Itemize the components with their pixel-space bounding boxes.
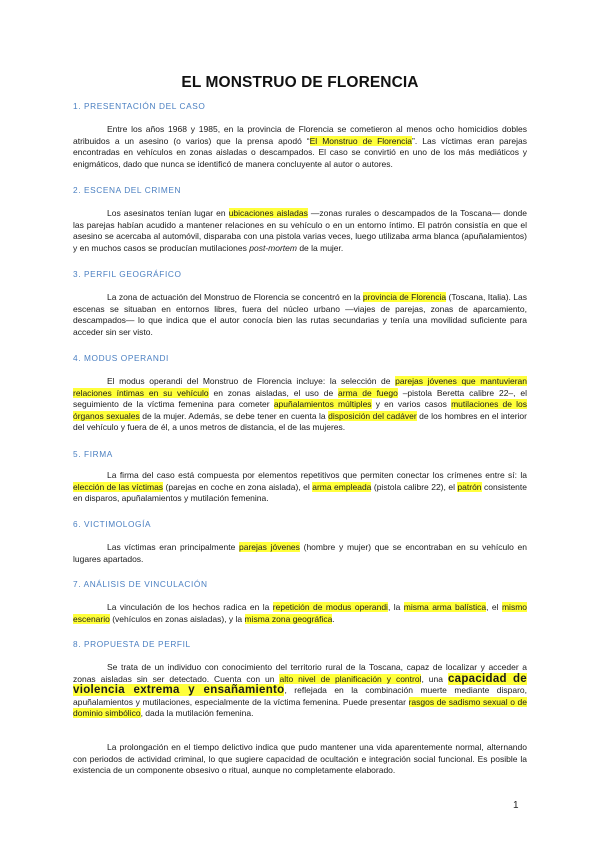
highlighted-phrase: arma empleada	[312, 481, 372, 492]
highlighted-phrase: misma arma balística	[403, 602, 487, 612]
text-run: Las víctimas eran principalmente	[107, 542, 240, 552]
highlighted-phrase: mismo escenario	[73, 602, 527, 624]
section-heading-victimologia: 6. VICTIMOLOGÍA	[73, 519, 152, 529]
highlighted-phrase: parejas jóvenes	[239, 542, 300, 552]
text-run: en zonas aisladas, el uso de	[208, 387, 339, 398]
text-run: –pistola Beretta calibre 22–, el seguimiento de la víctima femenina para cometer	[73, 387, 527, 410]
text-run: Los asesinatos tenían lugar en	[107, 208, 229, 218]
section-paragraph	[73, 602, 527, 625]
section-paragraph	[73, 742, 527, 777]
highlighted-phrase: El Monstruo de Florencia	[309, 135, 413, 146]
section-paragraph	[73, 208, 527, 254]
text-run: , la	[387, 602, 404, 612]
page-number: 1	[513, 800, 519, 811]
text-run: (pistola calibre 22), el	[371, 481, 458, 492]
text-run: , el	[486, 602, 502, 612]
section-paragraph	[73, 662, 527, 720]
text-run: El modus operandi del Monstruo de Florencia incluye: la selección de	[107, 376, 396, 386]
highlighted-phrase: parejas jóvenes que mantuvieran relaciones íntimas en su vehículo	[73, 376, 527, 398]
section-heading-escena: 2. ESCENA DEL CRIMEN	[73, 185, 182, 195]
text-run: Se trata de un individuo con conocimiento del territorio rural de la Toscana, capaz de localizar y acceder a zonas aisladas sin ser detectado. Cuenta con un	[73, 662, 527, 684]
text-run: consistente en disparos, apuñalamientos y mutilación femenina.	[73, 481, 527, 504]
section-paragraph	[73, 376, 527, 434]
highlighted-phrase: ubicaciones aisladas	[228, 208, 308, 218]
highlighted-phrase: alto nivel de planificación y control	[279, 673, 422, 684]
text-run: y en varios casos	[371, 399, 452, 410]
section-paragraph	[73, 542, 527, 565]
document-title: EL MONSTRUO DE FLORENCIA	[181, 74, 419, 91]
highlighted-phrase: disposición del cadáver	[328, 410, 417, 421]
text-run: , reflejada en la combinación muerte mediante disparo, apuñalamientos y mutilaciones, especialmente de la víctima femenina. Puede presentar	[73, 685, 527, 707]
section-paragraph	[73, 124, 527, 170]
section-paragraph	[73, 292, 527, 338]
section-heading-perfil-geografico: 3. PERFIL GEOGRÁFICO	[73, 269, 182, 279]
text-run: post-mortem	[249, 242, 297, 253]
text-run: ”. Las víctimas eran parejas encontradas en vehículos en zonas aisladas o descampados. El caso se convirtió en uno de los más mediáticos y enigmáticos, dado que nunca se identificó de manera concluyente al autor o autores.	[73, 135, 527, 169]
text-run: (Toscana, Italia). Las escenas se situaban en entornos libres, fuera del núcleo urbano —viajes de parejas, zonas de aparcamiento, descampados— lo que indica que el autor conocía bien las rutas secundarias y tenía una movilidad suficiente para acceder sin ser visto.	[73, 292, 527, 337]
highlighted-phrase: arma de fuego	[338, 387, 398, 398]
highlighted-phrase: apuñalamientos múltiples	[273, 399, 372, 410]
text-run: Entre los años 1968 y 1985, en la provincia de Florencia se cometieron al menos ocho homicidios dobles atribuidos a un asesino (o varios) que la prensa apodó “	[73, 124, 527, 146]
section-heading-firma: 5. FIRMA	[73, 449, 113, 459]
text-run: La zona de actuación del Monstruo de Florencia se concentró en la	[107, 292, 363, 302]
text-run: de la mujer.	[296, 242, 344, 253]
text-run: La vinculación de los hechos radica en la	[107, 602, 273, 612]
highlighted-phrase: provincia de Florencia	[362, 292, 447, 302]
highlighted-phrase: misma zona geográfica	[244, 613, 333, 624]
text-run: La firma del caso está compuesta por elementos repetitivos que permiten conectar los crímenes entre sí: la	[107, 470, 527, 480]
text-run: (parejas en coche en zona aislada), el	[163, 481, 313, 492]
section-heading-propuesta-perfil: 8. PROPUESTA DE PERFIL	[73, 639, 191, 649]
section-heading-vinculacion: 7. ANÁLISIS DE VINCULACIÓN	[73, 579, 208, 589]
highlighted-phrase: mutilaciones de los órganos sexuales	[73, 399, 528, 421]
text-run: (vehículos en zonas aisladas), y la	[109, 613, 245, 624]
highlighted-phrase: patrón	[457, 481, 482, 492]
text-run: La prolongación en el tiempo delictivo indica que pudo mantener una vida aparentemente normal, alternando con periodos de actividad criminal, lo que sugiere capacidad de ocultación e integración social funcional. Es posible la existencia de un componente obsesivo o ritual, aunque no completamente elaborado.	[73, 742, 527, 776]
highlighted-phrase: repetición de modus operandi	[272, 602, 388, 612]
text-run: , una	[421, 673, 448, 684]
highlighted-phrase: rasgos de sadismo sexual o de dominio simbólico	[73, 696, 527, 719]
highlighted-phrase: elección de las víctimas	[73, 481, 164, 492]
text-run: de la mujer. Además, se debe tener en cuenta la	[139, 410, 329, 421]
highlighted-phrase: capacidad de violencia extrema y ensañamiento	[73, 672, 527, 697]
section-paragraph	[73, 470, 527, 505]
text-run: —zonas rurales o descampados de la Toscana— donde las parejas habían acudido a mantener relaciones en su vehículo o en un entorno íntimo. El patrón consistía en que el asesino se acercaba al automóvil, disparaba con una pistola varias veces, luego utilizaba arma blanca (apuñalamientos) y en muchos casos se producían mutilaciones	[73, 208, 527, 253]
section-heading-presentacion: 1. PRESENTACIÓN DEL CASO	[73, 101, 206, 111]
text-run: (hombre y mujer) que se encontraban en su vehículo en lugares apartados.	[73, 542, 527, 564]
text-run: , dada la mutilación femenina.	[140, 708, 254, 719]
text-run: .	[332, 613, 335, 624]
section-heading-modus-operandi: 4. MODUS OPERANDI	[73, 353, 169, 363]
text-run: de los hombres en el interior del vehículo y fuera de él, a unos metros de distancia, el de las mujeres.	[73, 410, 527, 433]
